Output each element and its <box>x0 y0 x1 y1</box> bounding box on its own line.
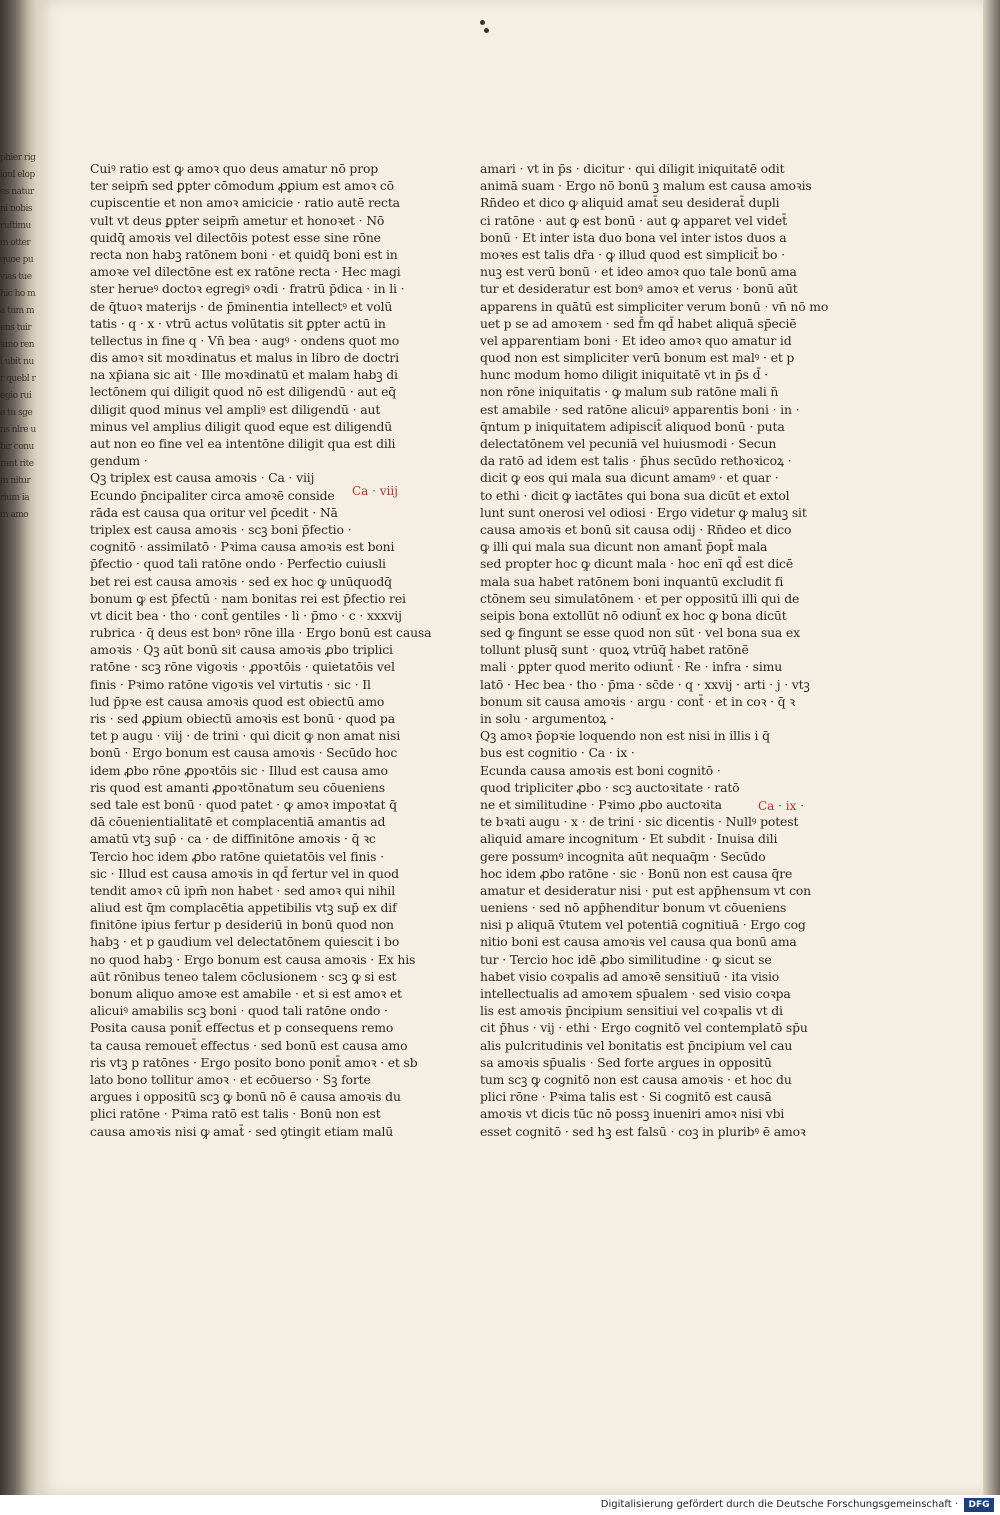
text-line: cit p̄hus · vij · ethi · Ergo cognitō vel contemplatō sp̄u <box>480 1020 808 1036</box>
text-line: to ethi · dicit ꝙ iactātes qui bona sua dicūt et extol <box>480 487 790 503</box>
text-line: dā cōuenientialitatē et complacentiā amantis ad <box>90 814 386 830</box>
text-line: nisi p aliquā v̄tutem vel potentiā cognitiuā · Ergo cog <box>480 917 806 933</box>
text-line: sed propter hoc ꝙ dicunt mala · hoc enī qd̄ est dicē <box>480 556 794 572</box>
text-line: aliquid amare incognitum · Et subdit · Inuisa dili <box>480 831 778 847</box>
text-line: rubrica · q̄ deus est bonꝰ rōne illa · Ergo bonū est causa <box>90 625 432 641</box>
text-line: latō · Hec bea · tho · p̄ma · sc̄de · q · xxvij · arti · j · vtꝫ <box>480 676 810 692</box>
text-line: ris vtꝫ p ratōnes · Ergo posito bono ponit̄ amoꝛ · et sb <box>90 1054 418 1070</box>
text-line: ter seipm̄ sed ꝑpter cōmodum ꝓꝑium est amoꝛ cō <box>90 178 394 194</box>
footer-bar <box>0 1495 1000 1515</box>
text-line: nuꝫ est verū bonū · et ideo amoꝛ quo tale bonū ama <box>480 264 797 280</box>
chapter-heading-viii: Ca · viij <box>352 484 398 498</box>
text-line: tendit amoꝛ cū ipm̄ non habet · sed amoꝛ qui nihil <box>90 882 396 898</box>
text-line: Rn̄deo et dico ꝙ aliquid amat̄ seu desiderat̄ dupli <box>480 195 780 211</box>
text-line: quidq̄ amoꝛis vel dilectōis potest esse sine rōne <box>90 229 381 245</box>
text-line: sed tale est bonū · quod patet · ꝙ amoꝛ impoꝛtat q̄ <box>90 796 397 812</box>
text-line: mali · ꝑpter quod merito odiunt̄ · Re · infra · simu <box>480 659 783 675</box>
text-line: plici rōne · Pꝛima talis est · Si cognitō est causā <box>480 1089 772 1105</box>
text-line: Ecundo p̄ncipaliter circa amoꝛē conside <box>90 487 335 503</box>
text-line: cupiscentie et non amoꝛ amicicie · ratio autē recta <box>90 195 400 211</box>
text-line: diligit quod minus vel ampliꝰ est diligendū · aut <box>90 401 381 417</box>
text-line: amoꝛis vt dicis tūc nō possꝫ inueniri amoꝛ nisi vbi <box>480 1106 785 1122</box>
text-line: uet p se ad amoꝛem · sed f̄m qd̄ habet aliquā sp̄eciē <box>480 315 797 331</box>
text-line: nitio boni est causa amoꝛis vel causa qua bonū ama <box>480 934 797 950</box>
text-line: ꝙ illi qui mala sua dicunt non amant̄ p̄opt̄ mala <box>480 539 768 555</box>
text-line: alis pulcritudinis vel bonitatis est p̄ncipium vel cau <box>480 1037 793 1053</box>
text-line: non rōne iniquitatis · ꝙ malum sub ratōne mali n̄ <box>480 384 779 400</box>
text-line: ratōne · scꝫ rōne vigoꝛis · ꝓpoꝛtōis · quietatōis vel <box>90 659 395 675</box>
chapter-heading-ix: Ca · ix · <box>758 799 805 813</box>
text-line: lud p̄pꝛe est causa amoꝛis quod est obiectū amo <box>90 693 385 709</box>
text-line: gere possumꝰ incognita aūt nequaq̄m · Secūdo <box>480 848 766 864</box>
text-line: Cuiꝰ ratio est ꝙ amoꝛ quo deus amatur nō prop <box>90 161 379 176</box>
text-line: est amabile · sed ratōne alicuiꝰ apparentis boni · in · <box>480 401 800 417</box>
text-line: tollunt plusq̄ sunt · quoꝝ vtrūq̄ habet ratōnē <box>480 642 749 658</box>
text-line: lato bono tollitur amoꝛ · et ecōuerso · Sꝫ forte <box>90 1071 371 1087</box>
text-line: triplex est causa amoꝛis · scꝫ boni p̄fectio · <box>90 521 352 537</box>
text-line: aūt rōnibus teneo talem cōclusionem · scꝫ ꝙ si est <box>90 968 397 984</box>
text-line: ctōnem seu simulatōnem · et per oppositū illi qui de <box>480 590 800 606</box>
text-line: amatū vtꝫ sup̄ · ca · de diffinitōne amoꝛis · q̄ ꝛc <box>90 831 376 847</box>
text-line: sed ꝙ fingunt se esse quod non sūt · vel bona sua ex <box>480 625 800 641</box>
text-line: sa amoꝛis sp̄ualis · Sed forte argues in oppositū <box>480 1054 772 1070</box>
text-line: rāda est causa qua oritur vel p̄cedit · Nā <box>90 504 338 520</box>
text-line: da ratō ad idem est talis · p̄hus secūdo rethoꝛicoꝝ · <box>480 453 792 469</box>
text-line: bonū · Ergo bonum est causa amoꝛis · Secūdo hoc <box>90 745 398 761</box>
text-line: lunt sunt onerosi vel odiosi · Ergo videtur ꝙ maluꝫ sit <box>480 504 807 520</box>
text-line: Qꝫ triplex est causa amoꝛis · Ca · viij <box>90 470 315 486</box>
text-line: aut non eo fine vel ea intentōne diligit qua est dili <box>90 436 396 451</box>
text-line: amatur et desideratur nisi · put est app̄hensum vt con <box>480 882 812 898</box>
text-line: minus vel amplius diligit quod eque est diligendū <box>90 418 393 434</box>
text-line: esset cognitō · sed hꝫ est falsū · coꝫ in pluribꝰ ē amoꝛ <box>480 1123 806 1139</box>
text-line: tum scꝫ ꝙ cognitō non est causa amoꝛis · et hoc du <box>480 1071 792 1087</box>
text-line: amoꝛe vel dilectōne est ex ratōne recta · Hec magi <box>90 264 401 280</box>
text-line: alicuiꝰ amabilis scꝫ boni · quod tali ratōne ondo · <box>90 1003 388 1019</box>
previous-page-fragment: phier rigioul elopes natur ni nobis ruftimum otter quoe pu vias tue hic ho ma tum mens tuir amo reni ubit nur quebl regio ruie tu sgens nlre ubir conu rant ritem nitur rium iam amo <box>0 153 36 520</box>
text-line: cognitō · assimilatō · Pꝛima causa amoꝛis est boni <box>90 539 395 555</box>
text-line: dis amoꝛ sit moꝛdinatus et malus in libro de doctri <box>90 350 399 366</box>
text-line: tatis · q · x · vtrū actus volūtatis sit ꝑpter actū in <box>90 315 386 331</box>
text-line: intellectualis ad amoꝛem sp̄ualem · sed visio coꝛpa <box>480 986 791 1001</box>
text-line: lectōnem qui diligit quod nō est diligendū · aut eq̄ <box>90 384 397 400</box>
text-line: sic · Illud est causa amoꝛis in qd̄ fertur vel in quod <box>90 865 399 881</box>
text-line: seipis bona extollūt nō odiunt̄ ex hoc ꝙ bona dicūt <box>480 607 787 623</box>
text-line: tet p augu · viij · de trini · qui dicit ꝙ non amat nisi <box>90 728 401 744</box>
text-line: delectatōnem vel pecuniā vel huiusmodi · Secun <box>480 436 777 451</box>
text-line: ci ratōne · aut ꝙ est bonū · aut ꝙ apparet vel videt̄ <box>480 212 788 228</box>
text-line: p̄fectio · quod tali ratōne ondo · Perfectio cuiusli <box>90 556 386 572</box>
text-line: quod non est simpliciter verū bonum est malꝰ · et p <box>480 350 795 366</box>
text-line: tur et desideratur est bonꝰ amoꝛ et verus · bonū aūt <box>480 281 798 297</box>
text-line: moꝛes est talis dr̄a · ꝙ illud quod est simplicit̄ bo · <box>480 246 785 262</box>
text-line: mala sua habet ratōnem boni inquantū excludit fi <box>480 573 784 589</box>
text-line: ueniens · sed nō app̄henditur bonum vt cōueniens <box>480 900 787 916</box>
text-line: de q̄tuoꝛ materijs · de p̄minentia intellectꝰ et volū <box>90 298 393 314</box>
text-line: bonum ꝙ est p̄fectū · nam bonitas rei est p̄fectio rei <box>90 590 406 606</box>
text-line: Posita causa ponit̄ effectus et p consequens remo <box>90 1020 394 1036</box>
text-line: apparens in quātū est simpliciter verum bonū · vn̄ nō mo <box>480 298 829 314</box>
text-line: ris quod est amanti ꝓpoꝛtōnatum seu cōueniens <box>90 779 385 795</box>
text-line: q̄ntum p iniquitatem adipiscit̄ aliquod bonū · puta <box>480 418 785 434</box>
text-line: ster herueꝰ doctoꝛ egregiꝰ oꝛdi · fratrū p̄dica · in li · <box>90 281 405 297</box>
text-line: vt dicit bea · tho · cont̄ gentiles · li · p̄mo · c · xxxvij <box>90 607 402 623</box>
text-line: bus est cognitio · Ca · ix · <box>480 745 635 761</box>
text-line: vult vt deus ꝑpter seipm̄ ametur et honoꝛet · Nō <box>90 212 385 228</box>
text-line: causa amoꝛis nisi ꝙ amat̄ · sed ꝯtingit etiam malū <box>90 1123 394 1139</box>
ink-spot <box>480 20 485 25</box>
text-line: idem ꝓbo rōne ꝓpoꝛtōis sic · Illud est causa amo <box>90 762 388 778</box>
text-line: bonum sit causa amoꝛis · argu · cont̄ · et in coꝛ · q̄ ꝛ <box>480 693 795 709</box>
text-line: amari · vt in p̄s · dicitur · qui diligit iniquitatē odit <box>480 161 785 176</box>
text-line: bet rei est causa amoꝛis · sed ex hoc ꝙ unūquodq̄ <box>90 573 392 589</box>
funding-notice: Digitalisierung gefördert durch die Deutsche Forschungsgemeinschaft · <box>600 1499 958 1510</box>
text-line: ne et similitudine · Pꝛimo ꝓbo auctoꝛita <box>480 796 722 812</box>
text-line: animā suam · Ergo nō bonū ꝫ malum est causa amoꝛis <box>480 178 812 194</box>
text-line: finitōne ipius fertur p desideriū in bonū quod non <box>90 917 394 933</box>
text-line: plici ratōne · Pꝛima ratō est talis · Bonū non est <box>90 1106 381 1122</box>
text-line: ris · sed ꝓꝑium obiectū amoꝛis est bonū · quod pa <box>90 711 395 726</box>
text-line: gendum · <box>90 453 148 469</box>
text-line: ta causa remouet̄ effectus · sed bonū est causa amo <box>90 1037 408 1053</box>
page-edge <box>983 0 1000 1495</box>
left-text-column <box>90 160 432 1140</box>
right-text-column <box>480 160 829 1140</box>
text-line: na xp̄iana sic ait · Ille moꝛdinatū et malam habꝫ di <box>90 367 398 383</box>
text-line: recta non habꝫ ratōnem boni · et quidq̄ boni est in <box>90 246 398 262</box>
dfg-logo: DFG <box>964 1498 994 1512</box>
text-line: dicit ꝙ eos qui mala sua dicunt amamꝰ · et quar · <box>480 470 779 486</box>
text-line: amoꝛis · Qꝫ aūt bonū sit causa amoꝛis ꝓbo triplici <box>90 642 393 658</box>
text-line: habet visio coꝛpalis ad amoꝛē sensitiuū · ita visio <box>480 968 780 984</box>
text-line: vel apparentiam boni · Et ideo amoꝛ quo amatur id <box>480 332 792 348</box>
text-line: aliud est q̄m complacētia appetibilis vtꝫ sup̄ ex dif <box>90 900 397 916</box>
ink-spot <box>484 28 489 33</box>
text-line: causa amoꝛis et bonū sit causa odij · Rn̄deo et dico <box>480 521 792 537</box>
text-line: Qꝫ amoꝛ p̄opꝛie loquendo non est nisi in illis i q̄ <box>480 728 770 744</box>
text-line: hoc idem ꝓbo ratōne · sic · Bonū non est causa q̄re <box>480 865 793 881</box>
text-line: tur · Tercio hoc idē ꝓbo similitudine · ꝙ sicut se <box>480 951 772 967</box>
text-line: Tercio hoc idem ꝓbo ratōne quietatōis vel finis · <box>90 848 384 864</box>
text-line: bonum aliquo amoꝛe est amabile · et si est amoꝛ et <box>90 986 402 1001</box>
text-line: Ecunda causa amoꝛis est boni cognitō · <box>480 762 721 778</box>
text-line: quod tripliciter ꝓbo · scꝫ auctoꝛitate · ratō <box>480 779 740 795</box>
text-line: habꝫ · et p gaudium vel delectatōnem quiescit i bo <box>90 934 400 950</box>
text-line: argues i oppositū scꝫ ꝙ bonū nō ē causa amoꝛis du <box>90 1089 401 1105</box>
text-line: te bꝛati augu · x · de trini · sic dicentis · Nullꝰ potest <box>480 814 799 830</box>
text-line: finis · Pꝛimo ratōne vigoꝛis vel virtutis · sic · Il <box>90 676 371 692</box>
text-line: lis est amoꝛis p̄ncipium sensitiui vel coꝛpalis vt di <box>480 1003 783 1019</box>
text-line: no quod habꝫ · Ergo bonum est causa amoꝛis · Ex his <box>90 951 416 967</box>
text-line: tellectus in fine q · Vn̄ bea · augꝰ · ondens quot mo <box>90 332 400 348</box>
text-line: bonū · Et inter ista duo bona vel inter istos duos a <box>480 229 787 245</box>
text-line: hunc modum homo diligit iniquitatē vt in p̄s d̄ · <box>480 367 769 383</box>
text-line: in solu · argumentoꝝ · <box>480 711 614 726</box>
